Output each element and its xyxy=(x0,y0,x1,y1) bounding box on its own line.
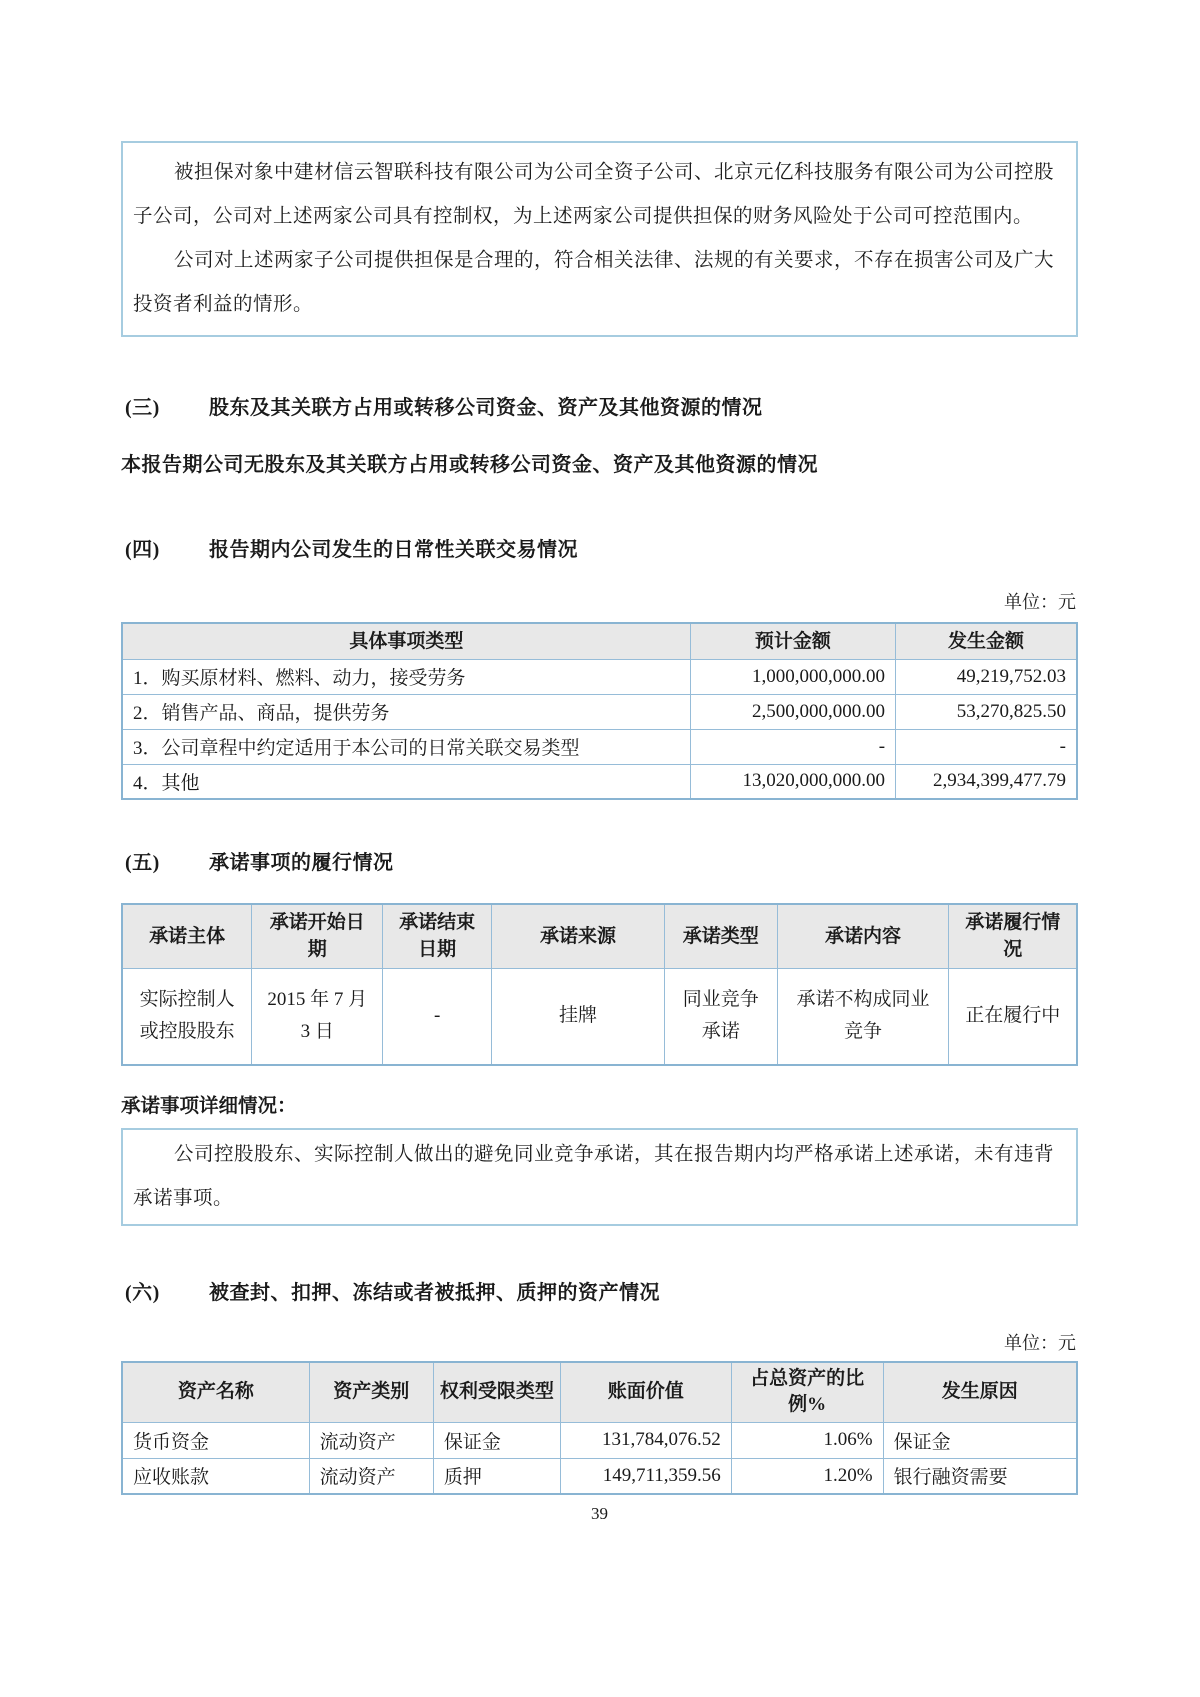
cell-start-date: 2015 年 7 月 3 日 xyxy=(252,968,383,1065)
header-content: 承诺内容 xyxy=(777,904,949,968)
cell-book-value: 149,711,359.56 xyxy=(560,1458,731,1494)
table-row xyxy=(122,659,1077,694)
cell-actual: 49,219,752.03 xyxy=(896,659,1077,694)
cell-content: 承诺不构成同业竞争 xyxy=(777,968,949,1065)
cell-actual: - xyxy=(896,729,1077,764)
cell-end-date: - xyxy=(383,968,492,1065)
table-row xyxy=(122,968,1077,1065)
table-header-row xyxy=(122,904,1077,968)
section-5-heading xyxy=(121,850,1078,877)
cell-item: 4．其他 xyxy=(122,764,690,799)
guarantee-paragraph-1: 被担保对象中建材信云智联科技有限公司为公司全资子公司、北京元亿科技服务有限公司为公司控股子公司，公司对上述两家公司具有控制权，为上述两家公司提供担保的财务风险处于公司可控范围内。 xyxy=(133,162,1054,227)
header-commitment-party: 承诺主体 xyxy=(122,904,252,968)
header-asset-class: 资产类别 xyxy=(309,1362,433,1422)
section-3-statement: 本报告期公司无股东及其关联方占用或转移公司资金、资产及其他资源的情况 xyxy=(121,454,818,476)
unit-label-related-transactions: 单位：元 xyxy=(1004,592,1076,612)
section-3-heading xyxy=(121,395,1078,422)
commitment-detail-label: 承诺事项详细情况： xyxy=(121,1096,297,1117)
page-content xyxy=(121,0,1078,1525)
section-3-number: (三) xyxy=(125,397,160,419)
header-item-type: 具体事项类型 xyxy=(122,623,690,659)
cell-item: 2．销售产品、商品，提供劳务 xyxy=(122,694,690,729)
table-row xyxy=(122,764,1077,799)
cell-estimated: - xyxy=(690,729,895,764)
section-6-number: (六) xyxy=(125,1282,160,1304)
table-row xyxy=(122,1422,1077,1458)
cell-estimated: 1,000,000,000.00 xyxy=(690,659,895,694)
header-pct-total-assets: 占总资产的比例% xyxy=(731,1362,883,1422)
header-performance: 承诺履行情况 xyxy=(949,904,1077,968)
cell-actual: 53,270,825.50 xyxy=(896,694,1077,729)
page-number: 39 xyxy=(591,1504,608,1523)
cell-asset-class: 流动资产 xyxy=(309,1458,433,1494)
header-type: 承诺类型 xyxy=(664,904,777,968)
cell-asset-class: 流动资产 xyxy=(309,1422,433,1458)
cell-pct: 1.06% xyxy=(731,1422,883,1458)
cell-reason: 银行融资需要 xyxy=(883,1458,1077,1494)
unit-label-restricted-assets: 单位：元 xyxy=(1004,1333,1076,1353)
section-6-title: 被查封、扣押、冻结或者被抵押、质押的资产情况 xyxy=(209,1282,660,1304)
cell-restriction-type: 质押 xyxy=(433,1458,560,1494)
section-6-heading xyxy=(121,1280,1078,1307)
table-row xyxy=(122,729,1077,764)
section-4-heading xyxy=(121,537,1078,564)
related-transactions-table xyxy=(121,622,1078,800)
commitments-table xyxy=(121,903,1078,1066)
table-header-row xyxy=(122,1362,1077,1422)
table-row xyxy=(122,694,1077,729)
cell-reason: 保证金 xyxy=(883,1422,1077,1458)
guarantee-paragraph-2: 公司对上述两家子公司提供担保是合理的，符合相关法律、法规的有关要求，不存在损害公司及广大投资者利益的情形。 xyxy=(133,250,1054,315)
section-4-title: 报告期内公司发生的日常性关联交易情况 xyxy=(209,539,578,561)
cell-party: 实际控制人或控股股东 xyxy=(122,968,252,1065)
restricted-assets-table xyxy=(121,1361,1078,1495)
header-book-value: 账面价值 xyxy=(560,1362,731,1422)
cell-estimated: 13,020,000,000.00 xyxy=(690,764,895,799)
cell-source: 挂牌 xyxy=(492,968,665,1065)
cell-item: 1．购买原材料、燃料、动力，接受劳务 xyxy=(122,659,690,694)
cell-estimated: 2,500,000,000.00 xyxy=(690,694,895,729)
cell-restriction-type: 保证金 xyxy=(433,1422,560,1458)
section-4-number: (四) xyxy=(125,539,160,561)
commitment-detail-paragraph: 公司控股股东、实际控制人做出的避免同业竞争承诺，其在报告期内均严格承诺上述承诺，未有违背承诺事项。 xyxy=(133,1144,1054,1209)
cell-asset-name: 货币资金 xyxy=(122,1422,309,1458)
table-row xyxy=(122,1458,1077,1494)
header-restriction-type: 权利受限类型 xyxy=(433,1362,560,1422)
cell-pct: 1.20% xyxy=(731,1458,883,1494)
cell-asset-name: 应收账款 xyxy=(122,1458,309,1494)
cell-item: 3．公司章程中约定适用于本公司的日常关联交易类型 xyxy=(122,729,690,764)
cell-type: 同业竞争承诺 xyxy=(664,968,777,1065)
section-5-number: (五) xyxy=(125,852,160,874)
section-5-title: 承诺事项的履行情况 xyxy=(209,852,394,874)
header-start-date: 承诺开始日期 xyxy=(252,904,383,968)
cell-performance: 正在履行中 xyxy=(949,968,1077,1065)
cell-book-value: 131,784,076.52 xyxy=(560,1422,731,1458)
header-estimated-amount: 预计金额 xyxy=(690,623,895,659)
header-source: 承诺来源 xyxy=(492,904,665,968)
header-reason: 发生原因 xyxy=(883,1362,1077,1422)
section-3-title: 股东及其关联方占用或转移公司资金、资产及其他资源的情况 xyxy=(209,397,763,419)
header-end-date: 承诺结束日期 xyxy=(383,904,492,968)
commitment-detail-box xyxy=(121,1128,1078,1226)
guarantee-statement-box xyxy=(121,141,1078,337)
table-header-row xyxy=(122,623,1077,659)
header-asset-name: 资产名称 xyxy=(122,1362,309,1422)
header-actual-amount: 发生金额 xyxy=(896,623,1077,659)
cell-actual: 2,934,399,477.79 xyxy=(896,764,1077,799)
